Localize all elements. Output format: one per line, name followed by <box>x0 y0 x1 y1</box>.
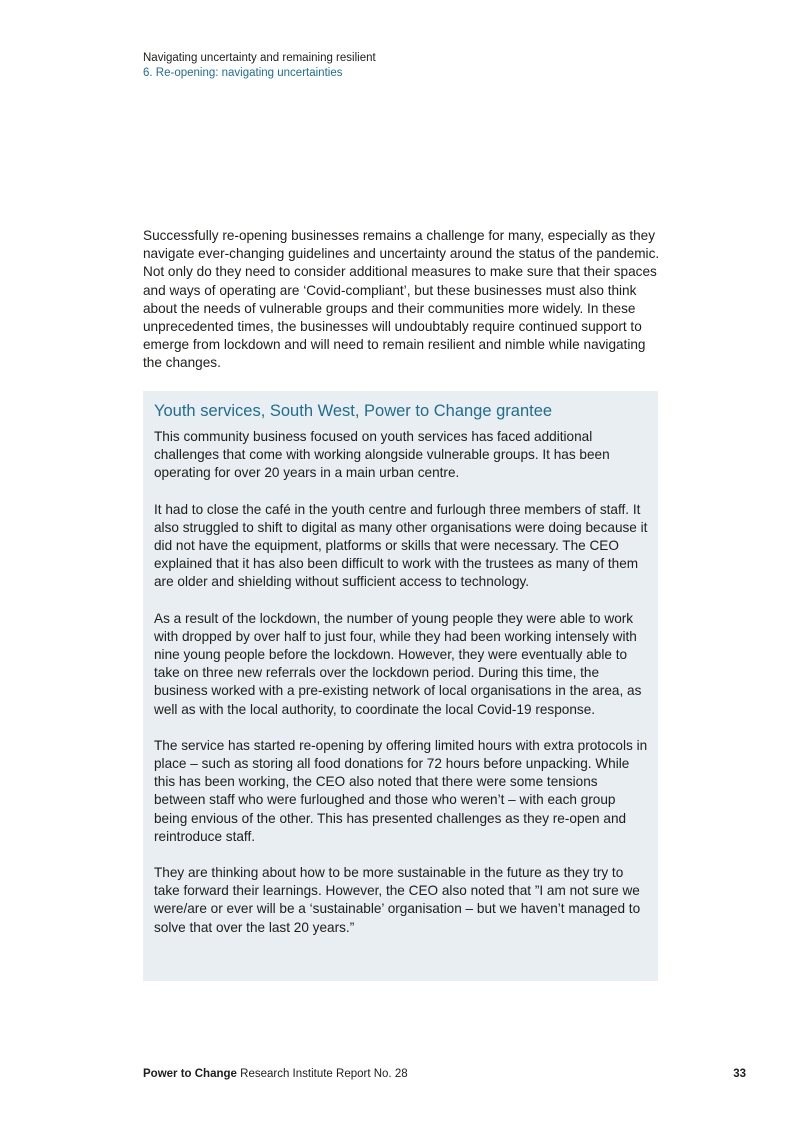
case-study-paragraph: They are thinking about how to be more sustainable in the future as they try to take forward their learnings. However, the CEO also noted that ”I am not sure we were/are or ever will be a ‘sustainable’ organisation – but we haven’t managed to solve that over the last 20 years.” <box>154 865 641 935</box>
footer-report: Research Institute Report No. 28 <box>236 1068 408 1080</box>
page-footer <box>143 1068 408 1080</box>
case-study-paragraph: The service has started re-opening by offering limited hours with extra protocols in place – such as storing all food donations for 72 hours before unpacking. While this has been working, the CEO also noted that there were some tensions between staff who were furloughed and those who weren’t – with each group being envious of the other. This has presented challenges as they re-open and reintroduce staff. <box>154 737 648 844</box>
footer-brand: Power to Change <box>143 1068 237 1080</box>
running-header <box>143 51 376 81</box>
case-study-paragraph: It had to close the café in the youth centre and furlough three members of staff. It also struggled to shift to digital as many other organisations were doing because it did not have the equipment, platforms or skills that were necessary. The CEO explained that it has also been difficult to work with the trustees as many of them are older and shielding without sufficient access to technology. <box>154 501 648 590</box>
section-title: 6. Re-opening: navigating uncertainties <box>143 67 343 79</box>
case-study-paragraph: This community business focused on youth services has faced additional challenges that come with working alongside vulnerable groups. It has been operating for over 20 years in a main urban centre. <box>154 429 610 481</box>
intro-paragraph: Successfully re-opening businesses remains a challenge for many, especially as they navigate ever-changing guidelines and uncertainty around the status of the pandemic. Not only do they need to consider additional measures to make sure that their spaces and ways of operating are ‘Covid-compliant’, but these businesses must also think about the needs of vulnerable groups and their communities more widely. In these unprecedented times, the businesses will undoubtably require continued support to emerge from lockdown and will need to remain resilient and nimble while navigating the changes. <box>143 228 660 371</box>
page-number: 33 <box>733 1068 746 1080</box>
case-study-paragraph: As a result of the lockdown, the number of young people they were able to work with dropped by over half to just four, while they had been working intensely with nine young people before the lockdown. However, they were eventually able to take on three new referrals over the lockdown period. During this time, the business worked with a pre-existing network of local organisations in the area, as well as with the local authority, to coordinate the local Covid-19 response. <box>154 610 642 717</box>
report-title: Navigating uncertainty and remaining resilient <box>143 52 376 64</box>
case-study-box <box>143 391 658 981</box>
case-study-title: Youth services, South West, Power to Change grantee <box>154 402 553 420</box>
